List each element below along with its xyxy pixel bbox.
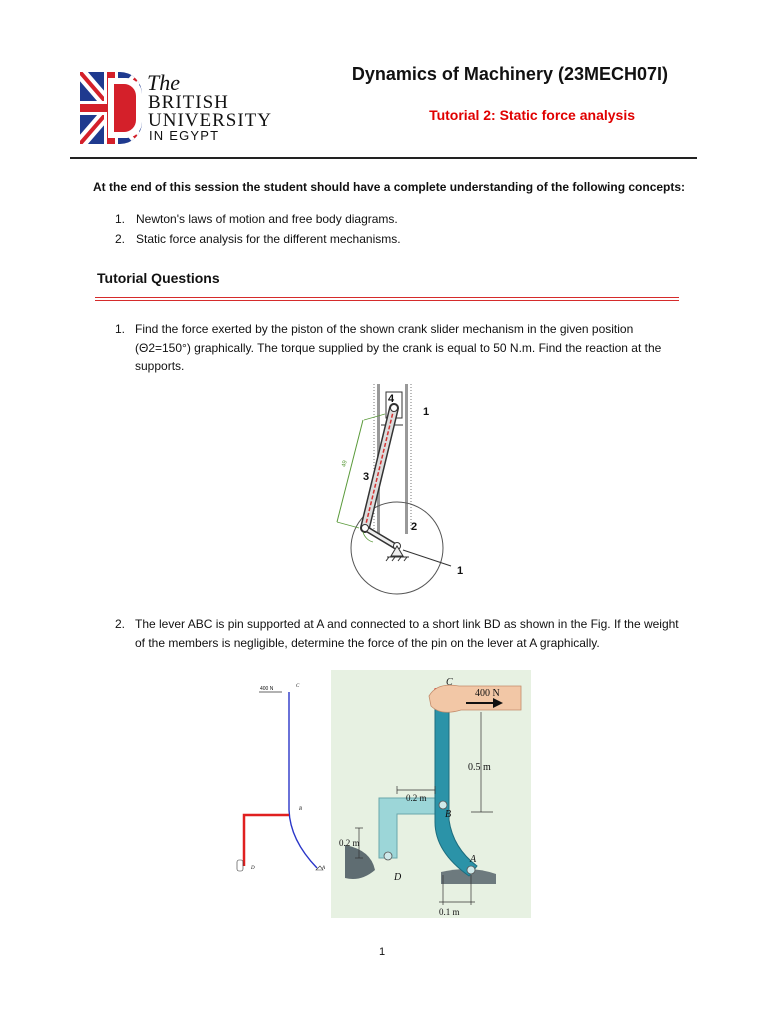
dim-05m: 0.5 m <box>468 762 491 773</box>
label-1-top: 1 <box>423 406 430 418</box>
dim-02m-top: 0.2 m <box>406 793 427 803</box>
course-title: Dynamics of Machinery (23MECH07I) <box>351 64 668 84</box>
objective-number: 2. <box>115 232 126 246</box>
objective-number: 1. <box>115 212 126 226</box>
label-c: C <box>446 677 453 688</box>
force-label: 400 N <box>475 688 500 699</box>
logo-text-in-egypt: IN EGYPT <box>149 128 220 143</box>
question-text: Find the force exerted by the piston of the shown crank slider mechanism in the given position (Θ2=150°) graphically. The torque supplied by the crank is equal to 50 N.m. Find the reaction at the supports. <box>135 322 662 373</box>
logo-text-the: The <box>147 70 180 95</box>
page-number: 1 <box>379 946 386 958</box>
objective-item <box>115 212 401 232</box>
right-guide-wall <box>405 384 408 534</box>
label-b: B <box>299 807 303 812</box>
question-2 <box>115 615 685 652</box>
label-2: 2 <box>411 521 418 533</box>
question-number: 2. <box>115 617 126 631</box>
objective-text: Static force analysis for the different mechanisms. <box>136 232 401 246</box>
logo-text-university: UNIVERSITY <box>148 110 272 131</box>
dimension-label: 49 <box>341 459 349 468</box>
logo-text-british: BRITISH <box>148 92 229 113</box>
objectives-list <box>115 212 401 252</box>
label-3: 3 <box>363 471 370 483</box>
question-text: The lever ABC is pin supported at A and connected to a short link BD as shown in the Fig. If the weight of the members is negligible, determine the force of the pin on the lever at A graphically. <box>135 617 679 650</box>
section-divider <box>95 300 679 301</box>
university-logo <box>80 72 142 144</box>
label-1-bottom: 1 <box>457 565 464 577</box>
dimension-line <box>337 420 363 522</box>
question-1 <box>115 320 685 376</box>
dim-02m-left: 0.2 m <box>339 838 360 848</box>
link-bd <box>244 815 289 866</box>
objective-text: Newton's laws of motion and free body diagrams. <box>136 212 398 226</box>
intro-text: At the end of this session the student should have a complete understanding of the following concepts: <box>93 180 686 194</box>
dim-01m: 0.1 m <box>439 907 460 917</box>
label-a: A <box>322 866 326 871</box>
force-label: 400 N <box>260 686 274 692</box>
label-d: D <box>251 866 255 871</box>
question-number: 1. <box>115 322 126 336</box>
label-4: 4 <box>388 393 395 405</box>
section-heading: Tutorial Questions <box>97 270 220 286</box>
lever-illustration <box>331 670 531 918</box>
lever-line-diagram <box>232 680 327 880</box>
objective-item <box>115 232 401 252</box>
lever-abc <box>289 692 317 868</box>
label-d: D <box>394 872 402 883</box>
crank-slider-figure <box>335 380 475 600</box>
tutorial-title: Tutorial 2: Static force analysis <box>429 107 635 123</box>
label-c: C <box>296 684 300 689</box>
label-b: B <box>445 809 452 820</box>
header-divider <box>70 157 697 159</box>
label-a: A <box>470 854 477 865</box>
section-divider <box>95 297 679 298</box>
